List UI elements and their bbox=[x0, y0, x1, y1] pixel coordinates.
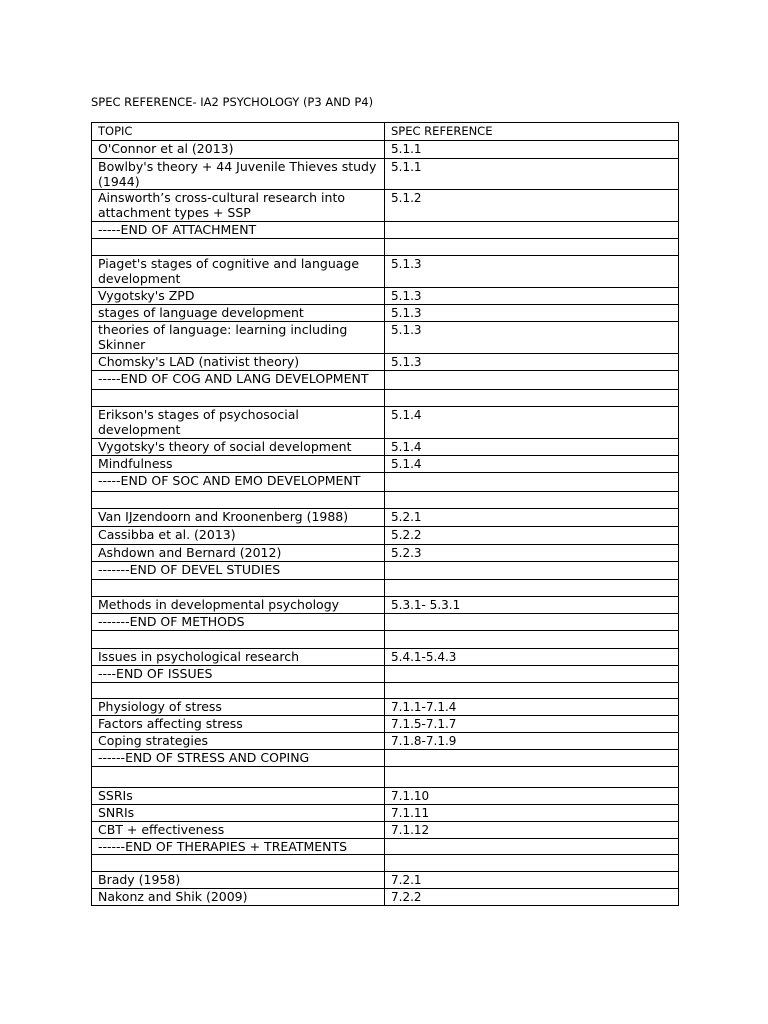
table-row bbox=[92, 716, 679, 733]
topic-cell: Van IJzendoorn and Kroonenberg (1988) bbox=[92, 509, 385, 527]
topic-cell bbox=[92, 390, 385, 407]
spec-reference-cell: 5.2.3 bbox=[385, 545, 679, 562]
topic-cell: -------END OF DEVEL STUDIES bbox=[92, 562, 385, 580]
topic-cell bbox=[92, 683, 385, 699]
topic-cell: Issues in psychological research bbox=[92, 649, 385, 666]
topic-cell bbox=[92, 855, 385, 872]
table-row bbox=[92, 767, 679, 788]
spec-reference-cell bbox=[385, 666, 679, 683]
table-row bbox=[92, 597, 679, 614]
spec-reference-cell: 5.1.3 bbox=[385, 322, 679, 354]
table-row bbox=[92, 872, 679, 889]
topic-cell bbox=[92, 631, 385, 649]
table-row bbox=[92, 439, 679, 456]
topic-cell: -----END OF SOC AND EMO DEVELOPMENT bbox=[92, 473, 385, 492]
spec-reference-cell bbox=[385, 855, 679, 872]
table-row bbox=[92, 614, 679, 631]
spec-reference-cell: 5.1.4 bbox=[385, 407, 679, 439]
topic-cell: -----END OF COG AND LANG DEVELOPMENT bbox=[92, 371, 385, 390]
spec-reference-cell: 5.2.1 bbox=[385, 509, 679, 527]
topic-cell: Ashdown and Bernard (2012) bbox=[92, 545, 385, 562]
table-row bbox=[92, 354, 679, 371]
topic-cell: -------END OF METHODS bbox=[92, 614, 385, 631]
topic-cell: Chomsky's LAD (nativist theory) bbox=[92, 354, 385, 371]
spec-reference-cell: 5.1.3 bbox=[385, 256, 679, 288]
topic-cell: Factors affecting stress bbox=[92, 716, 385, 733]
table-row bbox=[92, 733, 679, 750]
spec-reference-cell: 5.1.3 bbox=[385, 354, 679, 371]
topic-cell: CBT + effectiveness bbox=[92, 822, 385, 839]
topic-cell: theories of language: learning including Skinner bbox=[92, 322, 385, 354]
spec-reference-cell: 7.1.11 bbox=[385, 805, 679, 822]
table-row bbox=[92, 805, 679, 822]
table-row bbox=[92, 256, 679, 288]
spec-reference-cell: 5.2.2 bbox=[385, 527, 679, 545]
header-spec-reference: SPEC REFERENCE bbox=[385, 123, 679, 141]
spec-reference-cell bbox=[385, 614, 679, 631]
topic-cell: Bowlby's theory + 44 Juvenile Thieves study (1944) bbox=[92, 159, 385, 190]
topic-cell: Mindfulness bbox=[92, 456, 385, 473]
topic-cell: Methods in developmental psychology bbox=[92, 597, 385, 614]
spec-reference-cell: 7.1.12 bbox=[385, 822, 679, 839]
table-row bbox=[92, 649, 679, 666]
topic-cell: Vygotsky's ZPD bbox=[92, 288, 385, 305]
topic-cell bbox=[92, 239, 385, 256]
topic-cell: ----END OF ISSUES bbox=[92, 666, 385, 683]
topic-cell: Nakonz and Shik (2009) bbox=[92, 889, 385, 906]
table-row bbox=[92, 750, 679, 767]
table-row bbox=[92, 562, 679, 580]
spec-reference-cell bbox=[385, 390, 679, 407]
spec-reference-cell: 7.2.2 bbox=[385, 889, 679, 906]
table-row bbox=[92, 666, 679, 683]
table-row bbox=[92, 371, 679, 390]
spec-reference-cell: 5.1.1 bbox=[385, 159, 679, 190]
table-row bbox=[92, 473, 679, 492]
topic-cell: -----END OF ATTACHMENT bbox=[92, 222, 385, 239]
table-row bbox=[92, 456, 679, 473]
table-row bbox=[92, 492, 679, 509]
spec-reference-cell bbox=[385, 631, 679, 649]
spec-reference-cell: 7.1.10 bbox=[385, 788, 679, 805]
topic-cell: Brady (1958) bbox=[92, 872, 385, 889]
table-row bbox=[92, 822, 679, 839]
spec-reference-cell bbox=[385, 580, 679, 597]
spec-reference-cell: 5.3.1- 5.3.1 bbox=[385, 597, 679, 614]
table-row bbox=[92, 839, 679, 855]
table-row bbox=[92, 239, 679, 256]
table-row bbox=[92, 407, 679, 439]
spec-reference-cell: 7.2.1 bbox=[385, 872, 679, 889]
spec-reference-cell bbox=[385, 750, 679, 767]
table-row bbox=[92, 683, 679, 699]
spec-reference-cell bbox=[385, 239, 679, 256]
spec-reference-cell: 5.4.1-5.4.3 bbox=[385, 649, 679, 666]
topic-cell: SSRIs bbox=[92, 788, 385, 805]
spec-reference-cell bbox=[385, 371, 679, 390]
spec-reference-cell: 5.1.2 bbox=[385, 190, 679, 222]
table-row bbox=[92, 190, 679, 222]
table-row bbox=[92, 580, 679, 597]
spec-reference-cell: 5.1.3 bbox=[385, 288, 679, 305]
document-title: SPEC REFERENCE- IA2 PSYCHOLOGY (P3 AND P4) bbox=[91, 95, 374, 109]
header-topic: TOPIC bbox=[92, 123, 385, 141]
table-row bbox=[92, 390, 679, 407]
spec-reference-cell bbox=[385, 683, 679, 699]
table-row bbox=[92, 855, 679, 872]
topic-cell: ------END OF STRESS AND COPING bbox=[92, 750, 385, 767]
topic-cell: stages of language development bbox=[92, 305, 385, 322]
table-row bbox=[92, 509, 679, 527]
table-row bbox=[92, 631, 679, 649]
spec-reference-cell bbox=[385, 562, 679, 580]
topic-cell: Vygotsky's theory of social development bbox=[92, 439, 385, 456]
table-row bbox=[92, 545, 679, 562]
topic-cell bbox=[92, 767, 385, 788]
topic-cell bbox=[92, 580, 385, 597]
table-row bbox=[92, 527, 679, 545]
topic-cell: Cassibba et al. (2013) bbox=[92, 527, 385, 545]
topic-cell: Ainsworth’s cross-cultural research into attachment types + SSP bbox=[92, 190, 385, 222]
table-row bbox=[92, 159, 679, 190]
spec-reference-cell: 5.1.1 bbox=[385, 141, 679, 159]
table-row bbox=[92, 788, 679, 805]
spec-reference-cell bbox=[385, 767, 679, 788]
spec-reference-cell: 7.1.5-7.1.7 bbox=[385, 716, 679, 733]
topic-cell: Coping strategies bbox=[92, 733, 385, 750]
table-row bbox=[92, 322, 679, 354]
table-row bbox=[92, 141, 679, 159]
table-header-row bbox=[92, 123, 679, 141]
table-row bbox=[92, 699, 679, 716]
table-row bbox=[92, 305, 679, 322]
spec-reference-cell bbox=[385, 222, 679, 239]
topic-cell: O'Connor et al (2013) bbox=[92, 141, 385, 159]
spec-reference-cell: 5.1.4 bbox=[385, 456, 679, 473]
spec-reference-cell bbox=[385, 839, 679, 855]
topic-cell: SNRIs bbox=[92, 805, 385, 822]
spec-reference-cell: 5.1.3 bbox=[385, 305, 679, 322]
spec-reference-cell: 7.1.8-7.1.9 bbox=[385, 733, 679, 750]
spec-reference-cell: 5.1.4 bbox=[385, 439, 679, 456]
table-row bbox=[92, 288, 679, 305]
topic-cell bbox=[92, 492, 385, 509]
topic-cell: Physiology of stress bbox=[92, 699, 385, 716]
spec-reference-cell bbox=[385, 473, 679, 492]
topic-cell: Piaget's stages of cognitive and language development bbox=[92, 256, 385, 288]
spec-reference-cell bbox=[385, 492, 679, 509]
topic-cell: ------END OF THERAPIES + TREATMENTS bbox=[92, 839, 385, 855]
table-row bbox=[92, 889, 679, 906]
topic-cell: Erikson's stages of psychosocial development bbox=[92, 407, 385, 439]
spec-reference-table bbox=[91, 122, 679, 906]
spec-reference-cell: 7.1.1-7.1.4 bbox=[385, 699, 679, 716]
table-row bbox=[92, 222, 679, 239]
